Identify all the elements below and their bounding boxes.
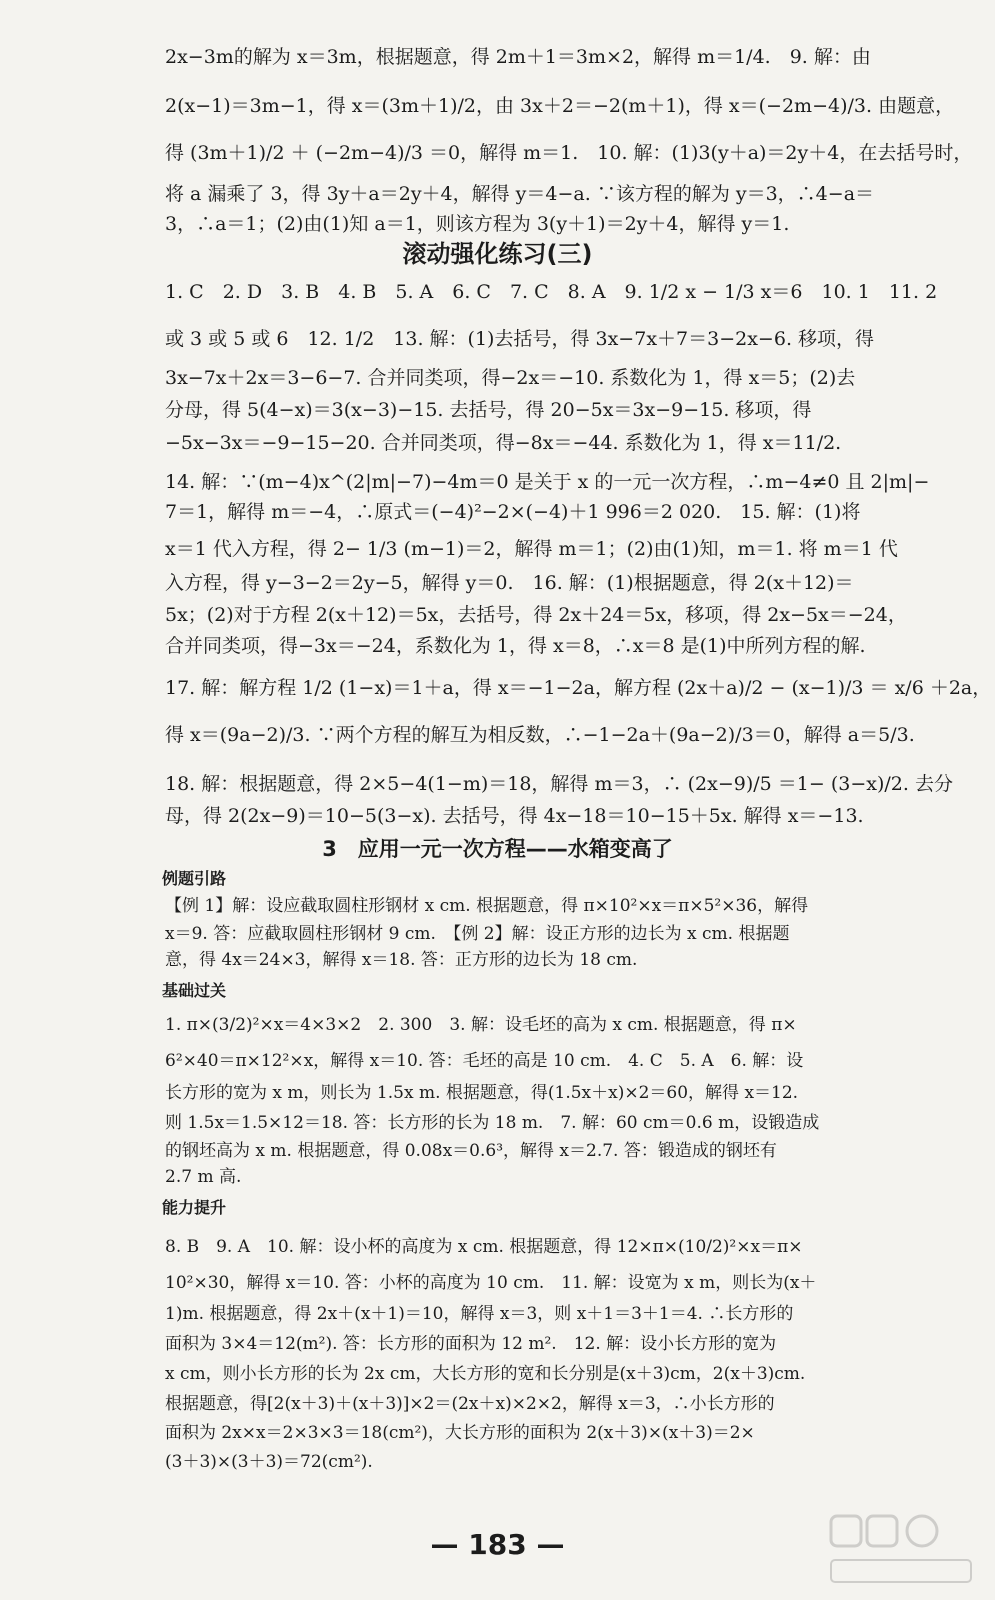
heading-advanced: 能力提升 — [162, 1198, 227, 1217]
line-top-3: 将 a 漏乘了 3，得 3y＋a＝2y＋4，解得 y＝4−a. ∵该方程的解为 y＝3，∴4−a＝ — [165, 183, 875, 205]
line-basic-4: 的钢坯高为 x m. 根据题意，得 0.08x＝0.6³，解得 x＝2.7. 答：锻造成的钢坯有 — [165, 1141, 777, 1161]
line-mid-2: 3x−7x＋2x＝3−6−7. 合并同类项，得−2x＝−10. 系数化为 1，得 x＝5；(2)去 — [165, 367, 856, 389]
line-top-4: 3，∴a＝1；(2)由(1)知 a＝1，则该方程为 3(y＋1)＝2y＋4，解得 y＝1. — [165, 213, 790, 235]
line-mid-0: 1. C 2. D 3. B 4. B 5. A 6. C 7. C 8. A 9. 1/2 x − 1/3 x＝6 10. 1 11. 2 — [165, 281, 938, 303]
line-mid-3: 分母，得 5(4−x)＝3(x−3)−15. 去括号，得 20−5x＝3x−9−15. 移项，得 — [165, 399, 812, 421]
line-mid-7: x＝1 代入方程，得 2− 1/3 (m−1)＝2，解得 m＝1；(2)由(1)知，m＝1. 将 m＝1 代 — [165, 538, 898, 560]
line-adv-0: 8. B 9. A 10. 解：设小杯的高度为 x cm. 根据题意，得 12×π×(10/2)²×x＝π× — [165, 1237, 803, 1257]
line-adv-6: 面积为 2x×x＝2×3×3＝18(cm²)，大长方形的面积为 2(x＋3)×(x＋3)＝2× — [165, 1423, 755, 1443]
line-ex-0: 【例 1】解：设应截取圆柱形钢材 x cm. 根据题意，得 π×10²×x＝π×5²×36，解得 — [165, 896, 809, 916]
line-mid-12: 得 x＝(9a−2)/3. ∵两个方程的解互为相反数，∴−1−2a＋(9a−2)/3＝0，解得 a＝5/3. — [165, 724, 915, 746]
line-adv-5: 根据题意，得[2(x＋3)＋(x＋3)]×2＝(2x＋x)×2×2，解得 x＝3，∴小长方形的 — [165, 1394, 775, 1414]
page-number: — 183 — — [430, 1528, 565, 1561]
line-mid-6: 7＝1，解得 m＝−4，∴原式＝(−4)²−2×(−4)＋1 996＝2 020. 15. 解：(1)将 — [165, 501, 861, 523]
line-mid-14: 母，得 2(2x−9)＝10−5(3−x). 去括号，得 4x−18＝10−15＋5x. 解得 x＝−13. — [165, 805, 864, 827]
line-adv-7: (3＋3)×(3＋3)＝72(cm²). — [165, 1452, 373, 1472]
line-basic-1: 6²×40＝π×12²×x，解得 x＝10. 答：毛坯的高是 10 cm. 4. C 5. A 6. 解：设 — [165, 1051, 804, 1071]
line-adv-3: 面积为 3×4＝12(m²). 答：长方形的面积为 12 m². 12. 解：设小长方形的宽为 — [165, 1334, 777, 1354]
line-basic-0: 1. π×(3/2)²×x＝4×3×2 2. 300 3. 解：设毛坯的高为 x cm. 根据题意，得 π× — [165, 1015, 797, 1035]
line-basic-2: 长方形的宽为 x m，则长为 1.5x m. 根据题意，得(1.5x＋x)×2＝60，解得 x＝12. — [165, 1083, 799, 1103]
line-mid-11: 17. 解：解方程 1/2 (1−x)＝1＋a，得 x＝−1−2a，解方程 (2x＋a)/2 − (x−1)/3 ＝ x/6 ＋2a， — [165, 677, 992, 699]
line-top-1: 2(x−1)＝3m−1，得 x＝(3m＋1)/2，由 3x＋2＝−2(m＋1)，得 x＝(−2m−4)/3. 由题意， — [165, 95, 955, 117]
heading-basic: 基础过关 — [162, 981, 227, 1000]
line-adv-4: x cm，则小长方形的长为 2x cm，大长方形的宽和长分别是(x＋3)cm，2(x＋3)cm. — [165, 1364, 806, 1384]
line-adv-1: 10²×30，解得 x＝10. 答：小杯的高度为 10 cm. 11. 解：设宽为 x m，则长为(x＋ — [165, 1273, 817, 1293]
line-mid-8: 入方程，得 y−3−2＝2y−5，解得 y＝0. 16. 解：(1)根据题意，得 2(x＋12)＝ — [165, 572, 854, 594]
line-adv-2: 1)m. 根据题意，得 2x＋(x＋1)＝10，解得 x＝3，则 x＋1＝3＋1＝4. ∴长方形的 — [165, 1304, 794, 1324]
section-title: 滚动强化练习(三) — [402, 240, 593, 268]
line-basic-5: 2.7 m 高. — [165, 1167, 242, 1187]
line-top-2: 得 (3m＋1)/2 ＋ (−2m−4)/3 ＝0，解得 m＝1. 10. 解：(1)3(y＋a)＝2y＋4，在去括号时， — [165, 142, 973, 164]
line-top-0: 2x−3m的解为 x＝3m，根据题意，得 2m＋1＝3m×2，解得 m＝1/4. 9. 解：由 — [165, 46, 871, 68]
line-ex-2: 意，得 4x＝24×3，解得 x＝18. 答：正方形的边长为 18 cm. — [165, 950, 638, 970]
line-mid-5: 14. 解：∵(m−4)x^(2|m|−7)−4m＝0 是关于 x 的一元一次方程，∴m−4≠0 且 2|m|− — [165, 471, 930, 493]
line-mid-10: 合并同类项，得−3x＝−24，系数化为 1，得 x＝8，∴x＝8 是(1)中所列方程的解. — [165, 635, 866, 657]
subsection-title: 3 应用一元一次方程——水箱变高了 — [322, 837, 673, 861]
line-mid-13: 18. 解：根据题意，得 2×5−4(1−m)＝18，解得 m＝3，∴ (2x−9)/5 ＝1− (3−x)/2. 去分 — [165, 773, 953, 795]
line-mid-4: −5x−3x＝−9−15−20. 合并同类项，得−8x＝−44. 系数化为 1，得 x＝11/2. — [165, 432, 842, 454]
line-ex-1: x＝9. 答：应截取圆柱形钢材 9 cm. 【例 2】解：设正方形的边长为 x cm. 根据题 — [165, 924, 790, 944]
heading-examples: 例题引路 — [162, 869, 227, 888]
line-basic-3: 则 1.5x＝1.5×12＝18. 答：长方形的长为 18 m. 7. 解：60 cm＝0.6 m，设锻造成 — [165, 1113, 820, 1133]
watermark-logo — [827, 1510, 977, 1590]
line-mid-1: 或 3 或 5 或 6 12. 1/2 13. 解：(1)去括号，得 3x−7x＋7＝3−2x−6. 移项，得 — [165, 328, 875, 350]
line-mid-9: 5x；(2)对于方程 2(x＋12)＝5x，去括号，得 2x＋24＝5x，移项，得 2x−5x＝−24， — [165, 604, 907, 626]
